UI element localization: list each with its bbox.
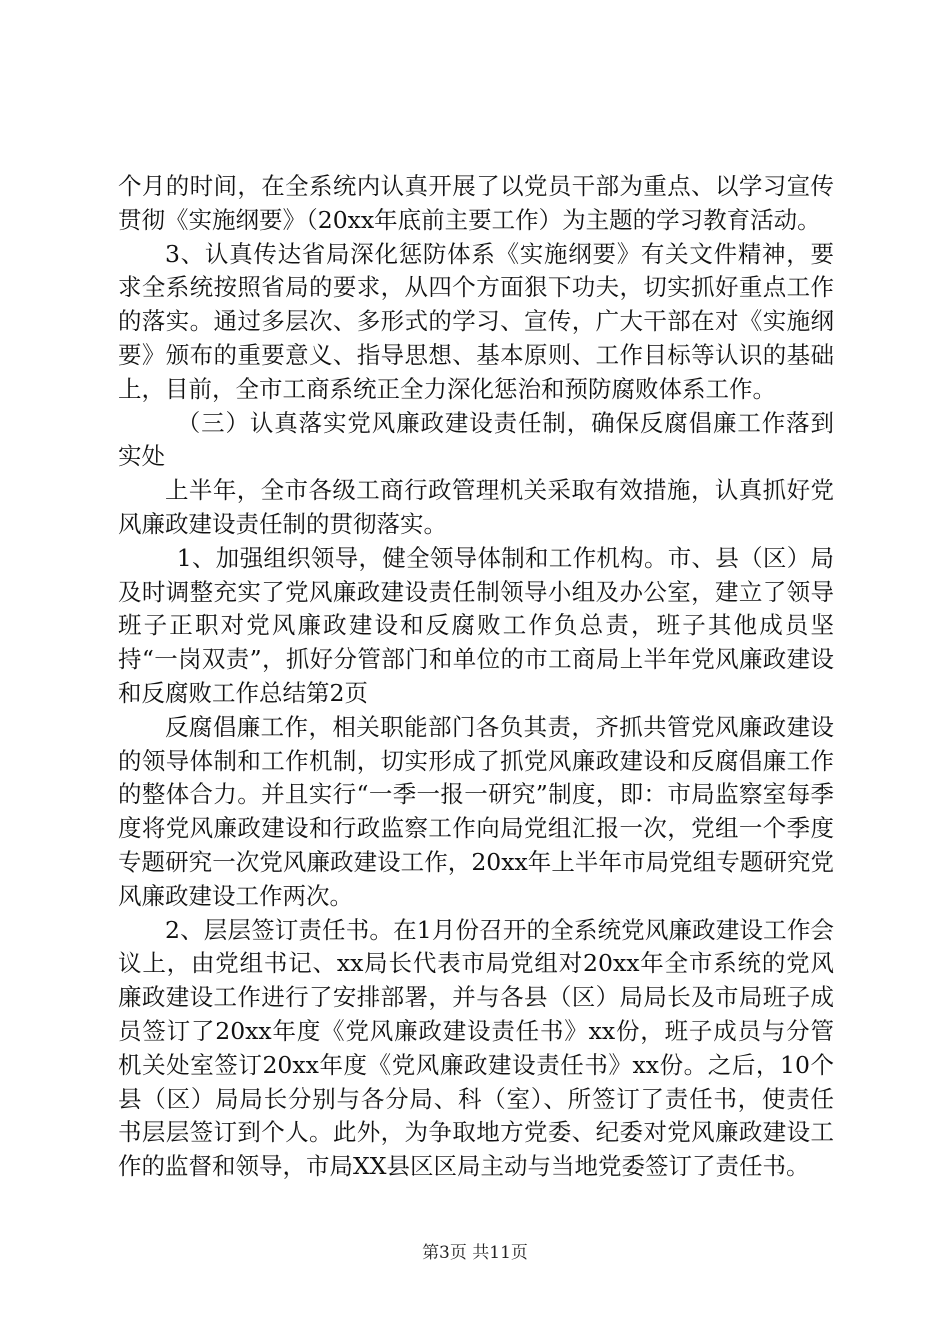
section-heading-3: （三）认真落实党风廉政建设责任制，确保反腐倡廉工作落到实处 — [118, 408, 834, 471]
document-body — [118, 170, 834, 1184]
paragraph-anti-corruption: 反腐倡廉工作，相关职能部门各负其责，齐抓共管党风廉政建设的领导体制和工作机制，切实形成了抓党风廉政建设和反腐倡廉工作的整体合力。并且实行“一季一报一研究”制度，即：市局监察室每季度将党风廉政建设和行政监察工作向局党组汇报一次，党组一个季度专题研究一次党风廉政建设工作，20xx年上半年市局党组专题研究党风廉政建设工作两次。 — [118, 712, 834, 910]
paragraph-item-1: 1、加强组织领导，健全领导体制和工作机构。市、县（区）局及时调整充实了党风廉政建设责任制领导小组及办公室，建立了领导班子正职对党风廉政建设和反腐败工作负总责，班子其他成员坚持“一岗双责”，抓好分管部门和单位的市工商局上半年党风廉政建设和反腐败工作总结第2页 — [118, 543, 834, 707]
paragraph-item-2: 2、层层签订责任书。在1月份召开的全系统党风廉政建设工作会议上，由党组书记、xx局长代表市局党组对20xx年全市系统的党风廉政建设工作进行了安排部署，并与各县（区）局局长及市局班子成员签订了20xx年度《党风廉政建设责任书》xx份，班子成员与分管机关处室签订20xx年度《党风廉政建设责任书》xx份。之后，10个县（区）局局长分别与各分局、科（室）、所签订了责任书，使责任书层层签订到个人。此外，为争取地方党委、纪委对党风廉政建设工作的监督和领导，市局XX县区区局主动与当地党委签订了责任书。 — [118, 915, 834, 1181]
page-footer: 第3页 共11页 — [422, 1243, 528, 1263]
paragraph-continuation: 个月的时间，在全系统内认真开展了以党员干部为重点、以学习宣传贯彻《实施纲要》（20xx年底前主要工作）为主题的学习教育活动。 — [118, 172, 834, 234]
paragraph-first-half-year: 上半年，全市各级工商行政管理机关采取有效措施，认真抓好党风廉政建设责任制的贯彻落实。 — [118, 476, 834, 538]
paragraph-item-3: 3、认真传达省局深化惩防体系《实施纲要》有关文件精神，要求全系统按照省局的要求，从四个方面狠下功夫，切实抓好重点工作的落实。通过多层次、多形式的学习、宣传，广大干部在对《实施纲要》颁布的重要意义、指导思想、基本原则、工作目标等认识的基础上，目前，全市工商系统正全力深化惩治和预防腐败体系工作。 — [118, 239, 834, 403]
